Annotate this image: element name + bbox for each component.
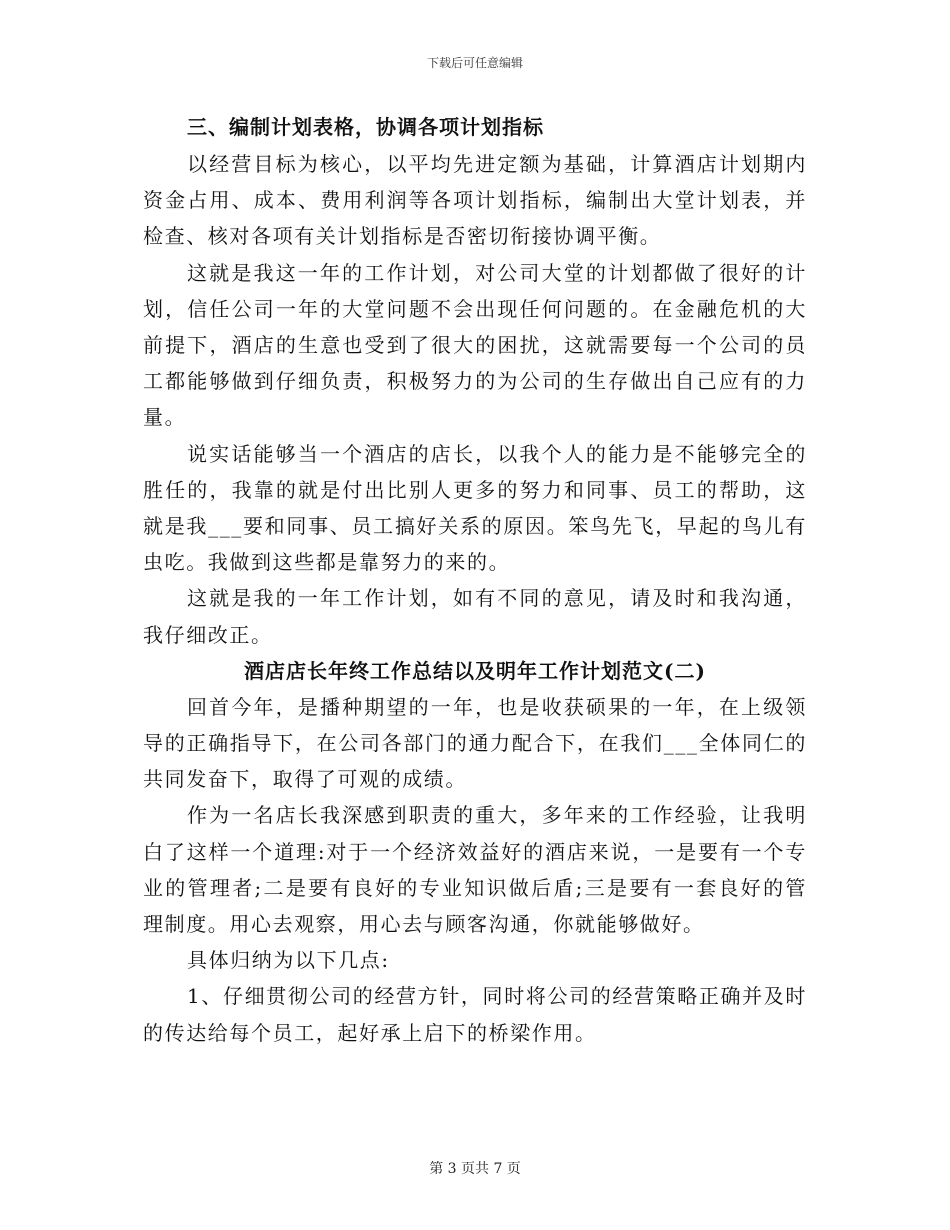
document-body [143,108,807,1051]
page-header: 下载后可任意编辑 [426,56,523,70]
section-heading: 三、编制计划表格，协调各项计划指标 [187,115,544,139]
paragraph: 作为一名店长我深感到职责的重大，多年来的工作经验，让我明白了这样一个道理:对于一个经济效益好的酒店来说，一是要有一个专业的管理者;二是要有良好的专业知识做后盾;三是要有一套良好的管理制度。用心去观察，用心去与顾客沟通，你就能够做好。 [143,803,807,937]
paragraph: 具体归纳为以下几点: [187,948,390,973]
paragraph: 这就是我这一年的工作计划，对公司大堂的计划都做了很好的计划，信任公司一年的大堂问题不会出现任何问题的。在金融危机的大前提下，酒店的生意也受到了很大的困扰，这就需要每一个公司的员工都能够做到仔细负责，积极努力的为公司的生存做出自己应有的力量。 [143,260,807,430]
paragraph: 回首今年，是播种期望的一年，也是收获硕果的一年，在上级领导的正确指导下，在公司各部门的通力配合下，在我们___全体同仁的共同发奋下，取得了可观的成绩。 [143,694,807,792]
page-footer: 第 3 页共 7 页 [429,1161,521,1177]
paragraph: 以经营目标为核心，以平均先进定额为基础，计算酒店计划期内资金占用、成本、费用利润等各项计划指标，编制出大堂计划表，并检查、核对各项有关计划指标是否密切衔接协调平衡。 [143,152,807,249]
paragraph: 这就是我的一年工作计划，如有不同的意见，请及时和我沟通，我仔细改正。 [143,586,807,647]
document-title: 酒店店长年终工作总结以及明年工作计划范文(二) [244,658,706,683]
paragraph: 说实话能够当一个酒店的店长，以我个人的能力是不能够完全的胜任的，我靠的就是付出比别人更多的努力和同事、员工的帮助，这就是我___要和同事、员工搞好关系的原因。笨鸟先飞，早起的鸟儿有虫吃。我做到这些都是靠努力的来的。 [143,441,807,575]
paragraph: 1、仔细贯彻公司的经营方针，同时将公司的经营策略正确并及时的传达给每个员工，起好承上启下的桥梁作用。 [143,984,807,1045]
